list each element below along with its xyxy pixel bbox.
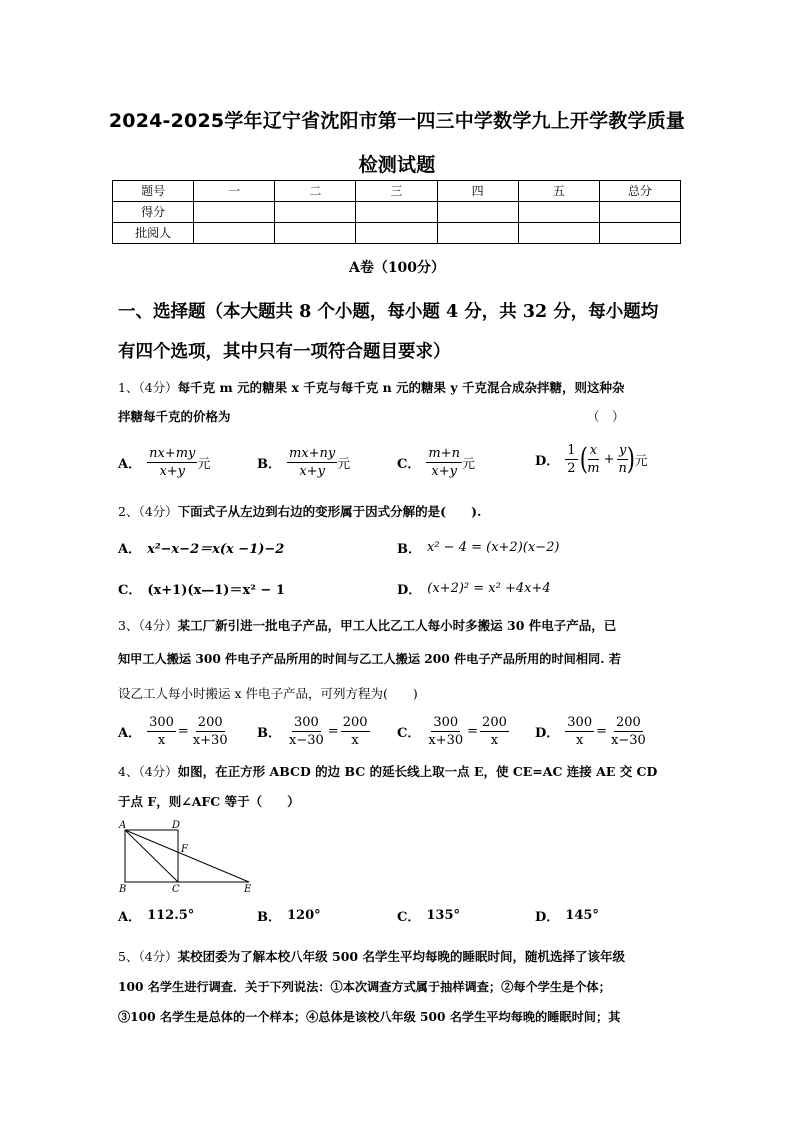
question-5-line1 [118, 947, 625, 965]
question-text: 每千克 m 元的糖果 x 千克与每千克 n 元的糖果 y 千克混合成杂拌糖，则这种杂 [177, 380, 625, 395]
q4-option-a[interactable]: A． 112.5° [118, 908, 195, 925]
question-text: 某校团委为了解本校八年级 500 名学生平均每晚的睡眠时间，随机选择了该年级 [177, 949, 625, 964]
table-cell [194, 202, 275, 223]
table-cell [518, 223, 599, 244]
question-text: 下面式子从左边到右边的变形属于因式分解的是( ). [177, 504, 482, 519]
table-cell [437, 202, 518, 223]
table-header-cell: 五 [518, 181, 599, 202]
score-table [112, 180, 681, 244]
table-header-cell: 四 [437, 181, 518, 202]
question-number: 1、（4分） [118, 380, 178, 395]
question-number: 3、（4分） [118, 618, 178, 633]
table-row-label: 批阅人 [113, 223, 194, 244]
table-header-cell: 题号 [113, 181, 194, 202]
q2-option-c[interactable]: C． (x+1)(x—1)＝x² − 1 [118, 583, 285, 598]
question-text: 如图，在正方形 ABCD 的边 BC 的延长线上取一点 E，使 CE=AC 连接 AE 交 CD [177, 764, 658, 779]
question-2-line1 [118, 502, 481, 520]
point-label-c: C [172, 884, 180, 895]
table-cell [356, 223, 437, 244]
part1-heading-line2: 有四个选项，其中只有一项符合题目要求） [118, 342, 451, 362]
question-4-line1 [118, 762, 657, 780]
geometry-figure-square-abcd [112, 815, 262, 895]
table-row-label: 得分 [113, 202, 194, 223]
q4-option-b[interactable]: B． 120° [257, 908, 321, 925]
question-3-line3: 设乙工人每小时搬运 x 件电子产品，可列方程为( ) [118, 686, 418, 701]
score-table-header-row [113, 181, 681, 202]
table-cell [275, 223, 356, 244]
q3-option-d[interactable]: D． $\frac{300}{x}$ = $\frac{200}{x-30}$ [535, 715, 646, 748]
q2-option-d[interactable]: D． (x+2)² = x² +4x+4 [397, 581, 551, 598]
q4-option-d[interactable]: D． 145° [535, 908, 599, 925]
left-paren: ( [579, 441, 588, 477]
point-label-e: E [244, 884, 252, 895]
table-cell [356, 202, 437, 223]
table-cell [599, 202, 680, 223]
q1-option-c[interactable]: C． $\frac{m+n}{x+y}$ 元 [397, 446, 475, 479]
question-number: 5、（4分） [118, 949, 178, 964]
point-label-b: B [119, 884, 127, 895]
q3-option-b[interactable]: B． $\frac{300}{x-30}$ = $\frac{200}{x}$ [257, 715, 368, 748]
question-3-line2: 知甲工人搬运 300 件电子产品所用的时间与乙工人搬运 200 件电子产品所用的时间相同. 若 [118, 652, 621, 666]
table-cell [194, 223, 275, 244]
table-header-cell: 总分 [599, 181, 680, 202]
question-number: 4、（4分） [118, 764, 178, 779]
question-5-line3: ③100 名学生是总体的一个样本；④总体是该校八年级 500 名学生平均每晚的睡眠时间；其 [118, 1010, 621, 1024]
q2-option-b[interactable]: B． x² − 4 = (x+2)(x−2) [397, 540, 560, 557]
score-table-row-score [113, 202, 681, 223]
question-1-line1 [118, 378, 625, 396]
table-header-cell: 二 [275, 181, 356, 202]
table-cell [518, 202, 599, 223]
q1-option-d[interactable]: D． $\frac{1}{2}$ ( $\frac{x}{m}$ + $\frac{y}{n}$ ) 元 [535, 441, 648, 477]
point-label-a: A [119, 820, 127, 831]
part1-heading-line1: 一、选择题（本大题共 8 个小题，每小题 4 分，共 32 分，每小题均 [118, 302, 659, 322]
question-3-line1 [118, 616, 616, 634]
answer-blank[interactable]: （ ） [587, 409, 625, 424]
q1-option-b[interactable]: B． $\frac{mx+ny}{x+y}$ 元 [257, 446, 351, 479]
document-title-line1: 2024-2025学年辽宁省沈阳市第一四三中学数学九上开学教学质量 [108, 110, 686, 132]
point-label-d: D [172, 820, 181, 831]
document-title-line2: 检测试题 [358, 154, 436, 176]
question-4-line2: 于点 F，则∠AFC 等于（ ） [118, 794, 300, 809]
table-header-cell: 三 [356, 181, 437, 202]
question-number: 2、（4分） [118, 504, 178, 519]
table-cell [275, 202, 356, 223]
q1-option-a[interactable]: A． $\frac{nx+my}{x+y}$ 元 [118, 446, 211, 479]
q4-option-c[interactable]: C． 135° [397, 908, 460, 925]
table-cell [437, 223, 518, 244]
table-cell [599, 223, 680, 244]
section-a-title: A卷（100分） [348, 260, 446, 276]
table-header-cell: 一 [194, 181, 275, 202]
q2-option-a[interactable]: A． x²−x−2＝x(x −1)−2 [118, 542, 285, 557]
q3-option-c[interactable]: C． $\frac{300}{x+30}$ = $\frac{200}{x}$ [397, 715, 507, 748]
q3-option-a[interactable]: A． $\frac{300}{x}$ = $\frac{200}{x+30}$ [118, 715, 228, 748]
right-paren: ) [626, 441, 635, 477]
question-5-line2: 100 名学生进行调查．关于下列说法：①本次调查方式属于抽样调查；②每个学生是个体； [118, 980, 611, 994]
point-label-f: F [181, 844, 188, 855]
score-table-row-grader [113, 223, 681, 244]
question-1-line2: 拌糖每千克的价格为 [118, 409, 231, 424]
question-text: 某工厂新引进一批电子产品，甲工人比乙工人每小时多搬运 30 件电子产品，已 [177, 618, 617, 633]
